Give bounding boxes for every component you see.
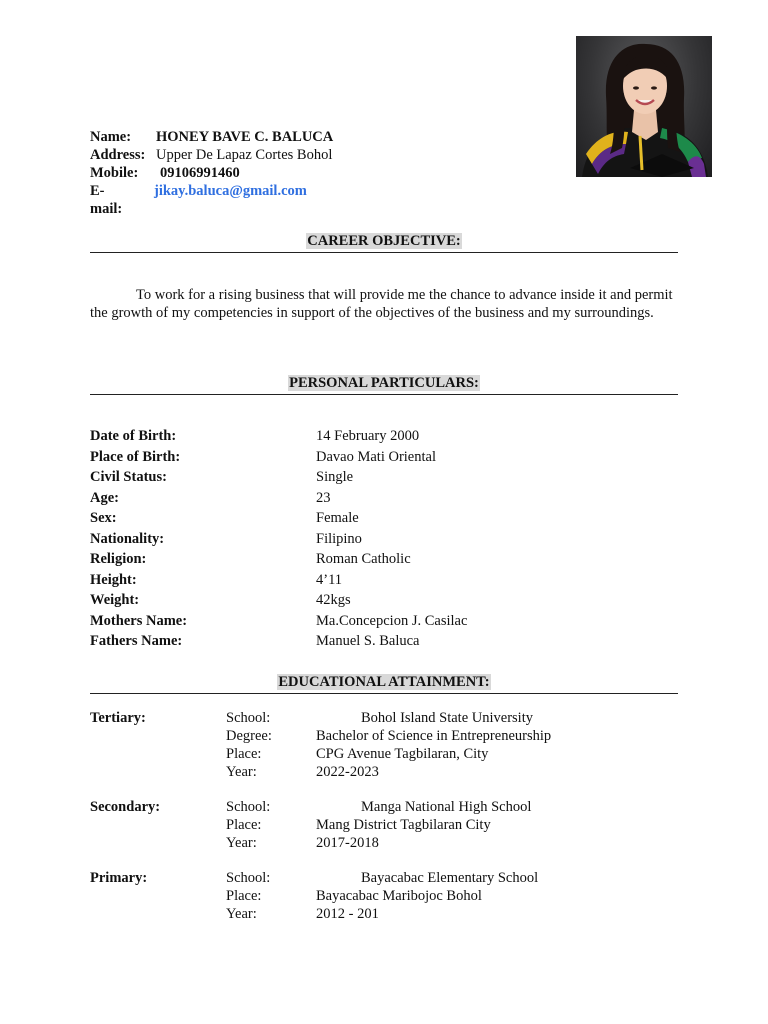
personal-particulars-title: PERSONAL PARTICULARS: [289,375,479,391]
primary-school-line [90,869,678,887]
particular-label: Mothers Name: [90,613,188,629]
address-value: Upper De Lapaz Cortes Bohol [156,147,333,163]
particular-label: Weight: [90,592,140,608]
school-key: School: [226,710,271,726]
particular-label: Fathers Name: [90,633,183,649]
tertiary-level-label: Tertiary: [90,710,146,726]
personal-particulars-heading [0,375,768,392]
particular-row-nationality [90,529,678,549]
particular-label: Civil Status: [90,469,167,485]
school-key: School: [226,870,271,886]
name-label: Name: [90,129,132,145]
graduate-portrait-illustration [576,36,712,177]
particular-value: 14 February 2000 [316,428,420,444]
career-objective-text: To work for a rising business that will provide me the chance to advance inside it and permit the growth of my competencies in support of the objectives of the business and my surroundings. [90,287,673,321]
education-heading [0,674,768,691]
address-label: Address: [90,147,146,163]
primary-place-line [90,887,678,905]
particular-value: Female [316,510,359,526]
secondary-year: 2017-2018 [316,835,379,851]
secondary-place-line [90,816,678,834]
particular-label: Nationality: [90,531,165,547]
tertiary-degree: Bachelor of Science in Entrepreneurship [316,728,552,744]
particular-row-sex [90,508,678,528]
particular-row-civil-status [90,467,678,487]
secondary-level-label: Secondary: [90,799,161,815]
particular-row-height [90,570,678,590]
tertiary-place: CPG Avenue Tagbilaran, City [316,746,489,762]
tertiary-place-line [90,745,678,763]
year-key: Year: [226,906,257,922]
tertiary-degree-line [90,727,678,745]
primary-year-line [90,905,678,923]
particular-label: Height: [90,572,137,588]
school-key: School: [226,799,271,815]
mobile-label: Mobile: [90,165,139,181]
particular-value: Roman Catholic [316,551,411,567]
particular-label: Sex: [90,510,117,526]
particular-value: Single [316,469,354,485]
tertiary-school-line [90,709,678,727]
secondary-place: Mang District Tagbilaran City [316,817,491,833]
year-key: Year: [226,835,257,851]
particular-label: Religion: [90,551,147,567]
particular-row-weight [90,590,678,610]
particular-value: 4’11 [316,572,343,588]
career-objective-heading [0,233,768,250]
particular-row-religion [90,549,678,569]
full-name: HONEY BAVE C. BALUCA [156,129,334,145]
particular-value: 42kgs [316,592,351,608]
year-key: Year: [226,764,257,780]
particular-value: Ma.Concepcion J. Casilac [316,613,468,629]
profile-photo [576,36,712,177]
email-label: E-mail: [90,183,123,217]
secondary-school-line [90,798,678,816]
place-key: Place: [226,746,262,762]
particular-row-mothers-name [90,611,678,631]
education-title: EDUCATIONAL ATTAINMENT: [278,674,490,690]
education-divider [90,693,678,694]
tertiary-school: Bohol Island State University [361,710,533,726]
secondary-year-line [90,834,678,852]
particular-row-fathers-name [90,631,678,651]
tertiary-year-line [90,763,678,781]
particular-label: Age: [90,490,119,506]
secondary-school: Manga National High School [361,799,532,815]
personal-particulars-divider [90,394,678,395]
place-key: Place: [226,888,262,904]
particular-value: Manuel S. Baluca [316,633,420,649]
particular-label: Date of Birth: [90,428,177,444]
particular-value: 23 [316,490,331,506]
primary-year: 2012 - 201 [316,906,379,922]
primary-level-label: Primary: [90,870,148,886]
particular-row-place-of-birth [90,447,678,467]
degree-key: Degree: [226,728,272,744]
career-objective-title: CAREER OBJECTIVE: [307,233,461,249]
place-key: Place: [226,817,262,833]
primary-place: Bayacabac Maribojoc Bohol [316,888,482,904]
particular-value: Davao Mati Oriental [316,449,436,465]
particular-row-date-of-birth [90,426,678,446]
tertiary-year: 2022-2023 [316,764,379,780]
career-objective-divider [90,252,678,253]
email-link[interactable]: jikay.baluca@gmail.com [154,183,307,199]
particular-label: Place of Birth: [90,449,181,465]
particular-value: Filipino [316,531,362,547]
mobile-value: 09106991460 [160,165,240,181]
particular-row-age [90,488,678,508]
primary-school: Bayacabac Elementary School [361,870,539,886]
